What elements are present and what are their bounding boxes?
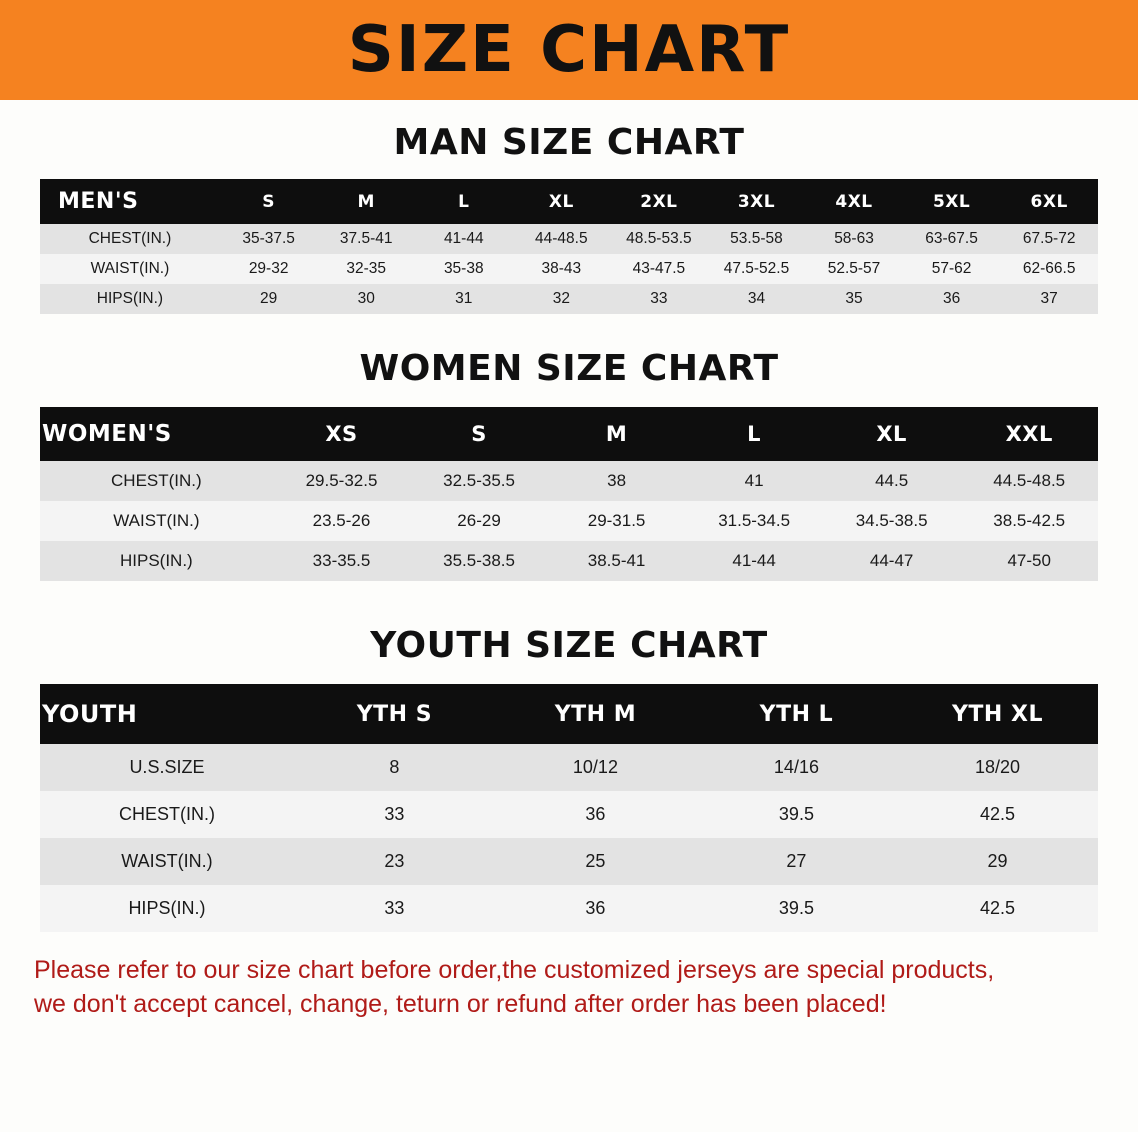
table-cell: 29-32 [220,254,318,284]
table-cell: 27 [696,838,897,885]
banner [0,0,1138,100]
table-cell: 31.5-34.5 [685,501,823,541]
table-row [40,254,1098,284]
table-header-row [40,684,1098,744]
table-cell: 32.5-35.5 [410,461,548,501]
youth-table-body [40,744,1098,932]
table-column-header: YTH M [495,684,696,744]
table-column-header: L [415,179,513,224]
table-cell: 47.5-52.5 [708,254,806,284]
table-cell: 53.5-58 [708,224,806,254]
table-cell: 14/16 [696,744,897,791]
table-cell: 36 [495,885,696,932]
table-column-header: XXL [960,407,1098,461]
table-cell: 39.5 [696,885,897,932]
table-cell: 34 [708,284,806,314]
table-cell: 48.5-53.5 [610,224,708,254]
table-cell: 52.5-57 [805,254,903,284]
table-column-header: YTH S [294,684,495,744]
table-column-header: YTH L [696,684,897,744]
table-cell: 36 [495,791,696,838]
notice-line-1: Please refer to our size chart before order,the customized jerseys are special products, [34,956,995,984]
table-cell: 33 [294,885,495,932]
table-cell: 37 [1000,284,1098,314]
table-cell: 29.5-32.5 [273,461,411,501]
table-cell: 38-43 [513,254,611,284]
table-column-header: XS [273,407,411,461]
table-column-header: M [548,407,686,461]
table-cell: 29 [220,284,318,314]
table-cell: 18/20 [897,744,1098,791]
table-cell: 33 [610,284,708,314]
women-table-head [40,407,1098,461]
table-row [40,744,1098,791]
table-row [40,838,1098,885]
youth-section-heading: YOUTH SIZE CHART [370,625,768,666]
table-column-header: 2XL [610,179,708,224]
table-column-header: XL [823,407,961,461]
page-title: SIZE CHART [347,13,791,87]
table-cell: 29 [897,838,1098,885]
table-cell: 67.5-72 [1000,224,1098,254]
table-cell: 38.5-41 [548,541,686,581]
table-cell: 32 [513,284,611,314]
table-corner-header: YOUTH [40,684,294,744]
man-size-table [40,179,1098,314]
table-cell: 41-44 [685,541,823,581]
table-cell: 35 [805,284,903,314]
table-row-header: HIPS(IN.) [40,541,273,581]
table-row-header: HIPS(IN.) [40,885,294,932]
table-cell: 35-38 [415,254,513,284]
table-cell: 29-31.5 [548,501,686,541]
table-cell: 31 [415,284,513,314]
table-header-row [40,407,1098,461]
table-row-header: CHEST(IN.) [40,461,273,501]
table-cell: 38.5-42.5 [960,501,1098,541]
table-row [40,541,1098,581]
table-cell: 57-62 [903,254,1001,284]
table-cell: 42.5 [897,885,1098,932]
table-column-header: S [220,179,318,224]
table-cell: 35-37.5 [220,224,318,254]
table-header-row [40,179,1098,224]
table-column-header: S [410,407,548,461]
table-cell: 32-35 [317,254,415,284]
table-cell: 44.5 [823,461,961,501]
table-cell: 62-66.5 [1000,254,1098,284]
table-cell: 44-48.5 [513,224,611,254]
order-notice [34,954,1104,1022]
table-corner-header: MEN'S [40,179,220,224]
table-cell: 36 [903,284,1001,314]
youth-size-table [40,684,1098,932]
table-row-header: CHEST(IN.) [40,224,220,254]
table-cell: 41-44 [415,224,513,254]
youth-table-head [40,684,1098,744]
table-column-header: 3XL [708,179,806,224]
man-section-heading: MAN SIZE CHART [393,122,745,163]
table-cell: 34.5-38.5 [823,501,961,541]
table-row-header: WAIST(IN.) [40,254,220,284]
table-row [40,885,1098,932]
table-column-header: 6XL [1000,179,1098,224]
table-column-header: L [685,407,823,461]
man-table-body [40,224,1098,314]
table-cell: 30 [317,284,415,314]
table-row-header: WAIST(IN.) [40,838,294,885]
table-cell: 25 [495,838,696,885]
table-row [40,501,1098,541]
table-row [40,461,1098,501]
table-row [40,791,1098,838]
youth-table-wrap [0,684,1138,932]
man-table-wrap [0,179,1138,314]
man-table-head [40,179,1098,224]
table-cell: 8 [294,744,495,791]
table-corner-header: WOMEN'S [40,407,273,461]
table-column-header: M [317,179,415,224]
table-cell: 47-50 [960,541,1098,581]
table-cell: 23.5-26 [273,501,411,541]
table-cell: 42.5 [897,791,1098,838]
women-table-wrap [0,407,1138,581]
table-column-header: 4XL [805,179,903,224]
women-table-body [40,461,1098,581]
table-cell: 10/12 [495,744,696,791]
women-size-table [40,407,1098,581]
notice-line-2: we don't accept cancel, change, teturn or refund after order has been placed! [34,989,887,1018]
table-row [40,224,1098,254]
table-cell: 33 [294,791,495,838]
table-cell: 44-47 [823,541,961,581]
table-column-header: 5XL [903,179,1001,224]
table-row [40,284,1098,314]
table-cell: 41 [685,461,823,501]
table-row-header: HIPS(IN.) [40,284,220,314]
table-column-header: YTH XL [897,684,1098,744]
table-cell: 23 [294,838,495,885]
women-section-heading: WOMEN SIZE CHART [359,348,779,389]
table-cell: 63-67.5 [903,224,1001,254]
table-cell: 44.5-48.5 [960,461,1098,501]
table-cell: 33-35.5 [273,541,411,581]
table-cell: 43-47.5 [610,254,708,284]
table-row-header: U.S.SIZE [40,744,294,791]
table-cell: 38 [548,461,686,501]
table-row-header: CHEST(IN.) [40,791,294,838]
table-column-header: XL [513,179,611,224]
table-cell: 39.5 [696,791,897,838]
table-cell: 35.5-38.5 [410,541,548,581]
table-cell: 26-29 [410,501,548,541]
table-row-header: WAIST(IN.) [40,501,273,541]
table-cell: 58-63 [805,224,903,254]
table-cell: 37.5-41 [317,224,415,254]
